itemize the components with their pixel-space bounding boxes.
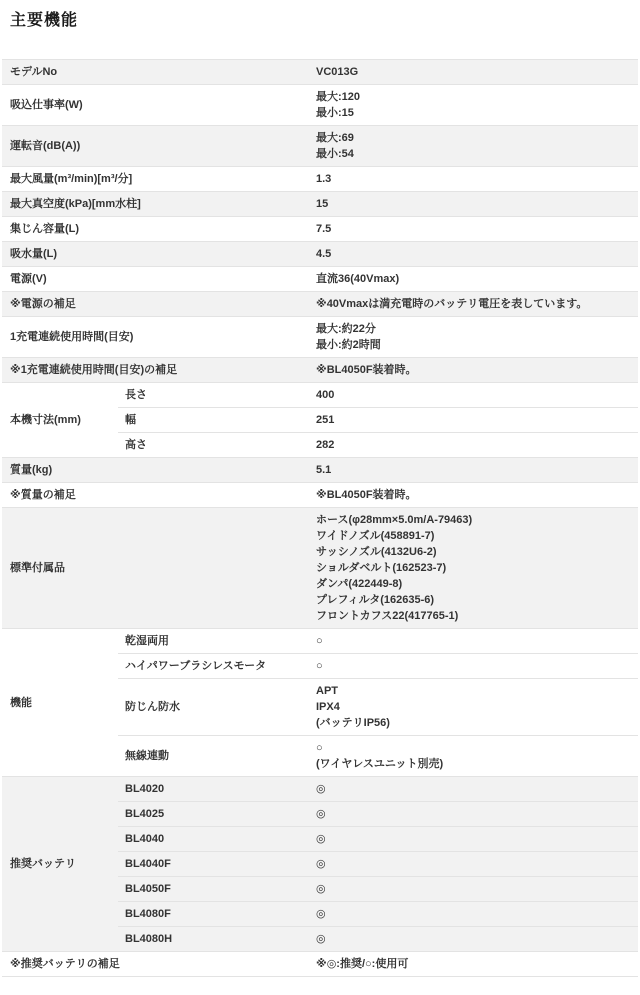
usable-mark: ○	[316, 635, 323, 647]
subrow-battery	[118, 801, 638, 826]
value-line: IPX4	[316, 701, 340, 713]
spec-value: 4.5	[316, 248, 332, 260]
accessory-item: ワイドノズル(458891-7)	[316, 530, 435, 542]
recommended-mark: ◎	[316, 783, 326, 795]
recommended-mark: ◎	[316, 833, 326, 845]
spec-value	[316, 126, 638, 166]
battery-model: BL4040F	[125, 858, 171, 870]
subrow-height	[118, 432, 638, 457]
spec-sublabel: 防じん防水	[125, 701, 180, 713]
spec-group-label: 本機寸法(mm)	[10, 414, 81, 426]
row-power-source	[2, 267, 638, 292]
accessory-item: ダンパ(422449-8)	[316, 578, 403, 590]
spec-value	[316, 317, 638, 357]
value-line: ○	[316, 742, 323, 754]
spec-label: 電源(V)	[10, 273, 47, 285]
spec-label: 最大風量(m³/min)[m³/分]	[10, 173, 133, 185]
value-line: 最小:約2時間	[316, 339, 381, 351]
spec-sublabel: 高さ	[125, 439, 147, 451]
subrow-battery	[118, 826, 638, 851]
row-recommended-batteries	[2, 777, 638, 952]
spec-value: ※BL4050F装着時。	[316, 489, 417, 501]
row-weight	[2, 458, 638, 483]
row-suction-power	[2, 85, 638, 126]
subrow-brushless-motor	[118, 653, 638, 678]
accessory-item: ホース(φ28mm×5.0m/A-79463)	[316, 514, 473, 526]
dimension-subrows	[118, 383, 638, 457]
battery-model: BL4040	[125, 833, 165, 845]
spec-value	[316, 679, 638, 735]
recommended-mark: ◎	[316, 883, 326, 895]
spec-value: VC013G	[316, 66, 359, 78]
spec-value	[316, 85, 638, 125]
spec-label: ※1充電連続使用時間(目安)の補足	[10, 364, 178, 376]
function-subrows	[118, 629, 638, 776]
spec-label: 吸水量(L)	[10, 248, 58, 260]
recommended-mark: ◎	[316, 908, 326, 920]
subrow-length	[118, 383, 638, 407]
row-noise-level	[2, 126, 638, 167]
row-battery-note	[2, 952, 638, 977]
usable-mark: ○	[316, 660, 323, 672]
battery-subrows	[118, 777, 638, 951]
spec-label: 標準付属品	[10, 562, 65, 574]
value-line: (バッテリIP56)	[316, 717, 390, 729]
spec-label: ※推奨バッテリの補足	[10, 958, 120, 970]
row-max-vacuum	[2, 192, 638, 217]
spec-table	[2, 59, 638, 977]
accessory-item: プレフィルタ(162635-6)	[316, 594, 435, 606]
spec-value: ※40Vmaxは満充電時のバッテリ電圧を表しています。	[316, 298, 588, 310]
spec-value	[316, 736, 638, 776]
row-weight-note	[2, 483, 638, 508]
spec-value: 直流36(40Vmax)	[316, 273, 400, 285]
recommended-mark: ◎	[316, 858, 326, 870]
spec-label: 最大真空度(kPa)[mm水柱]	[10, 198, 141, 210]
page-title: 主要機能	[10, 12, 79, 29]
recommended-mark: ◎	[316, 933, 326, 945]
subrow-battery	[118, 876, 638, 901]
spec-value: 282	[316, 439, 335, 451]
spec-value: ※◎:推奨/○:使用可	[316, 958, 409, 970]
subrow-battery	[118, 901, 638, 926]
battery-model: BL4080H	[125, 933, 173, 945]
row-dust-capacity	[2, 217, 638, 242]
spec-label: 集じん容量(L)	[10, 223, 80, 235]
spec-label: 質量(kg)	[10, 464, 53, 476]
row-dimensions	[2, 383, 638, 458]
row-runtime-note	[2, 358, 638, 383]
spec-sublabel: 無線連動	[125, 750, 169, 762]
value-line: 最小:54	[316, 148, 354, 160]
spec-sublabel: 幅	[125, 414, 136, 426]
battery-model: BL4050F	[125, 883, 171, 895]
spec-value: 5.1	[316, 464, 332, 476]
row-power-source-note	[2, 292, 638, 317]
value-line: 最大:69	[316, 132, 354, 144]
subrow-wet-dry	[118, 629, 638, 653]
battery-model: BL4025	[125, 808, 165, 820]
subrow-wireless-link	[118, 735, 638, 776]
spec-label: ※質量の補足	[10, 489, 76, 501]
spec-value: 251	[316, 414, 335, 426]
spec-sublabel: 長さ	[125, 389, 147, 401]
value-line: 最大:約22分	[316, 323, 376, 335]
row-runtime	[2, 317, 638, 358]
spec-group-label: 推奨バッテリ	[10, 858, 76, 870]
row-water-capacity	[2, 242, 638, 267]
subrow-width	[118, 407, 638, 432]
subrow-dust-water-protection	[118, 678, 638, 735]
spec-group-label: 機能	[10, 696, 32, 709]
row-standard-accessories	[2, 508, 638, 629]
spec-value: 400	[316, 389, 335, 401]
spec-value: 15	[316, 198, 329, 210]
battery-model: BL4080F	[125, 908, 171, 920]
spec-label: ※電源の補足	[10, 298, 76, 310]
spec-value: 1.3	[316, 173, 332, 185]
value-line: 最大:120	[316, 91, 361, 103]
spec-sublabel: 乾湿両用	[125, 635, 169, 647]
spec-label: 吸込仕事率(W)	[10, 99, 83, 111]
value-line: (ワイヤレスユニット別売)	[316, 758, 444, 770]
spec-value: ※BL4050F装着時。	[316, 364, 417, 376]
accessory-item: サッシノズル(4132U6-2)	[316, 546, 437, 558]
subrow-battery	[118, 777, 638, 801]
row-functions	[2, 629, 638, 777]
battery-model: BL4020	[125, 783, 165, 795]
spec-sublabel: ハイパワーブラシレスモータ	[125, 660, 267, 672]
spec-label: 運転音(dB(A))	[10, 140, 81, 152]
spec-label: モデルNo	[10, 66, 58, 78]
spec-value: 7.5	[316, 223, 332, 235]
row-model-no	[2, 60, 638, 85]
accessory-item: フロントカフス22(417765-1)	[316, 610, 459, 622]
subrow-battery	[118, 926, 638, 951]
accessory-item: ショルダベルト(162523-7)	[316, 562, 447, 574]
subrow-battery	[118, 851, 638, 876]
spec-label: 1充電連続使用時間(目安)	[10, 331, 134, 343]
recommended-mark: ◎	[316, 808, 326, 820]
value-line: APT	[316, 685, 338, 697]
spec-value	[316, 508, 638, 628]
row-max-airflow	[2, 167, 638, 192]
value-line: 最小:15	[316, 107, 354, 119]
